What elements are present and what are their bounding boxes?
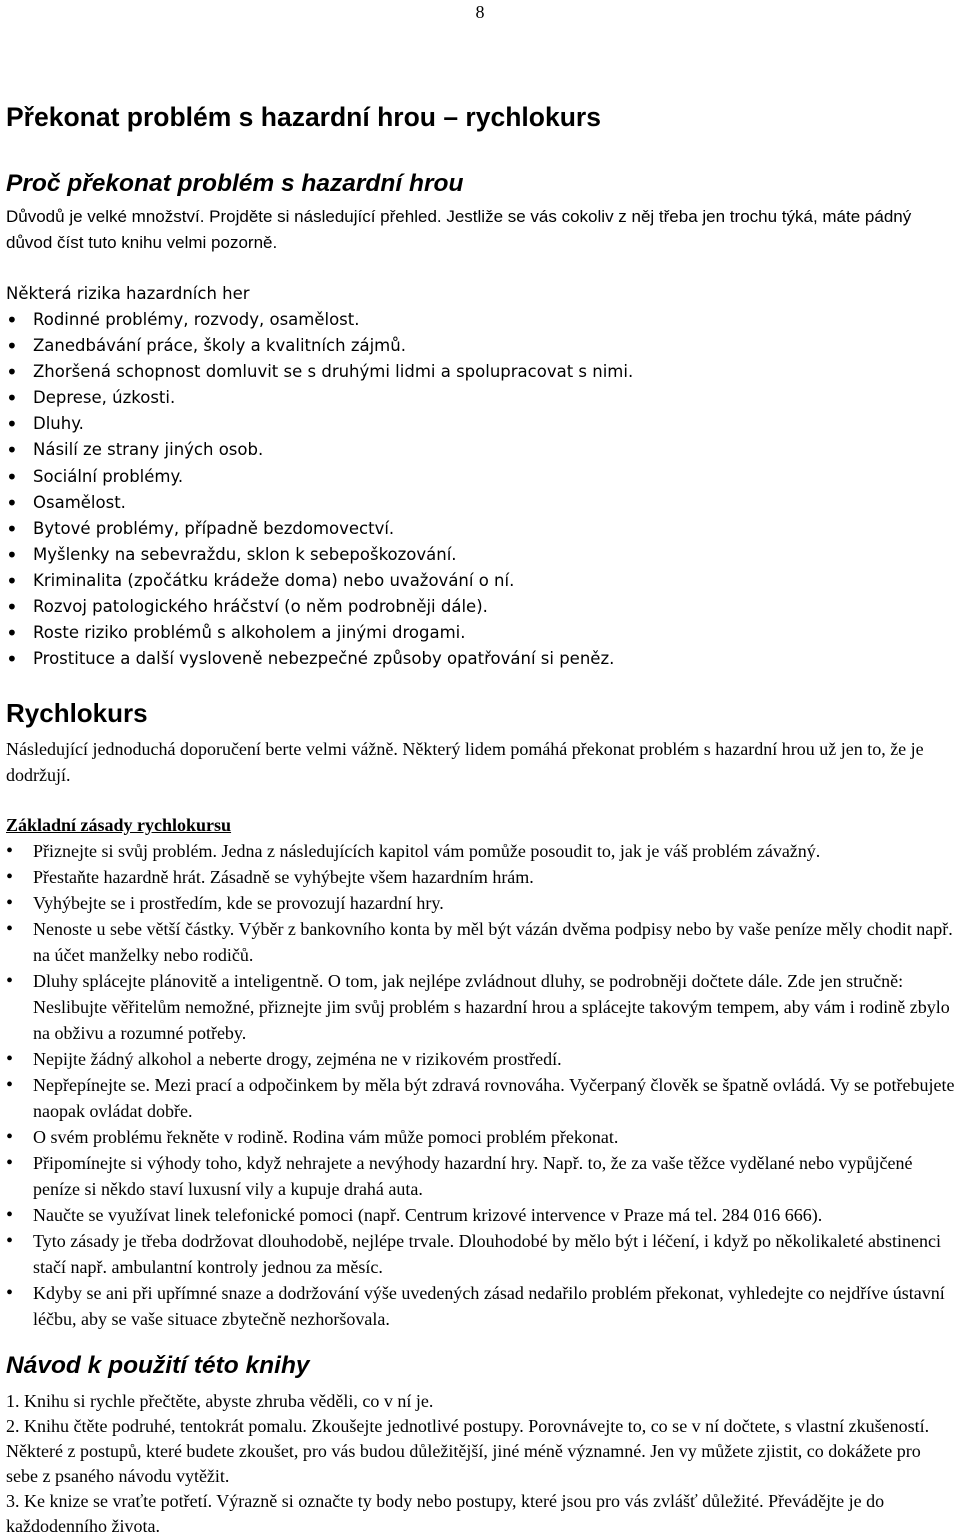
list-item: • Dluhy. [6, 411, 956, 437]
usage-step: 2. Knihu čtěte podruhé, tentokrát pomalu. Zkoušejte jednotlivé postupy. Porovnávejte to, co se v ní dočtete, s vlastní zkušeností. Některé z postupů, které budete zkoušet, pro vás budou důležitější, jiné méně významné. Jen vy můžete zjistit, co dokážete pro sebe z psaného návodu vytěžit. [6, 1416, 930, 1486]
usage-step: 3. Ke knize se vraťte potřetí. Výrazně si označte ty body nebo postupy, které jsou pro vás zvlášť důležité. Převádějte je do každodenního života. [6, 1491, 885, 1536]
list-item: • Nepřepínejte se. Mezi prací a odpočinkem by měla být zdravá rovnováha. Vyčerpaný člověk se špatně ovládá. Vy se potřebujete naopak ovládat dobře. [6, 1072, 956, 1124]
risks-heading: Některá rizika hazardních her [6, 284, 250, 303]
list-item: • Bytové problémy, případně bezdomovectví. [6, 516, 956, 542]
section-heading-why: Proč překonat problém s hazardní hrou [6, 170, 464, 197]
rules-list [6, 838, 956, 1332]
list-item: • O svém problému řekněte v rodině. Rodina vám může pomoci problém překonat. [6, 1124, 956, 1150]
page-title: Překonat problém s hazardní hrou – rychlokurs [6, 102, 601, 132]
list-item: • Roste riziko problémů s alkoholem a jinými drogami. [6, 620, 956, 646]
page-number: 8 [475, 2, 485, 22]
list-item: • Kdyby se ani při upřímné snaze a dodržování výše uvedených zásad nedařilo problém překonat, vyhledejte co nejdříve ústavní léčbu, aby se vaše situace zbytečně nezhoršovala. [6, 1280, 956, 1332]
list-item: • Rodinné problémy, rozvody, osamělost. [6, 307, 956, 333]
rules-heading: Základní zásady rychlokursu [6, 815, 232, 835]
list-item: • Násilí ze strany jiných osob. [6, 437, 956, 463]
list-item: • Sociální problémy. [6, 464, 956, 490]
intro-paragraph: Důvodů je velké množství. Projděte si následující přehled. Jestliže se vás cokoliv z něj třeba jen trochu týká, máte pádný důvod číst tuto knihu velmi pozorně. [6, 207, 912, 252]
risks-list [6, 307, 956, 672]
list-item: • Kriminalita (zpočátku krádeže doma) nebo uvažování o ní. [6, 568, 956, 594]
list-item: • Vyhýbejte se i prostředím, kde se provozují hazardní hry. [6, 890, 956, 916]
list-item: • Zhoršená schopnost domluvit se s druhými lidmi a spolupracovat s nimi. [6, 359, 956, 385]
list-item: • Osamělost. [6, 490, 956, 516]
usage-step: 1. Knihu si rychle přečtěte, abyste zhruba věděli, co v ní je. [6, 1391, 434, 1411]
rychlokurs-intro: Následující jednoduchá doporučení berte velmi vážně. Některý lidem pomáhá překonat problém s hazardní hrou už jen to, že je dodržují. [6, 739, 924, 785]
section-heading-navod: Návod k použití této knihy [6, 1352, 310, 1379]
section-heading-rychlokurs: Rychlokurs [6, 698, 148, 728]
list-item: • Přestaňte hazardně hrát. Zásadně se vyhýbejte všem hazardním hrám. [6, 864, 956, 890]
list-item: • Přiznejte si svůj problém. Jedna z následujících kapitol vám pomůže posoudit to, jak je váš problém závažný. [6, 838, 956, 864]
list-item: • Zanedbávání práce, školy a kvalitních zájmů. [6, 333, 956, 359]
list-item: • Nenoste u sebe větší částky. Výběr z bankovního konta by měl být vázán dvěma podpisy nebo by vaše peníze měly chodit např. na účet manželky nebo rodičů. [6, 916, 956, 968]
list-item: • Myšlenky na sebevraždu, sklon k sebepoškozování. [6, 542, 956, 568]
list-item: • Rozvoj patologického hráčství (o něm podrobněji dále). [6, 594, 956, 620]
list-item: • Dluhy splácejte plánovitě a inteligentně. O tom, jak nejlépe zvládnout dluhy, se podrobněji dočtete dále. Zde jen stručně: Neslibujte věřitelům nemožné, přiznejte jim svůj problém s hazardní hrou a splácejte takovým tempem, aby vám i rodině zbylo na obživu a rozumné potřeby. [6, 968, 956, 1046]
list-item: • Naučte se využívat linek telefonické pomoci (např. Centrum krizové intervence v Praze má tel. 284 016 666). [6, 1202, 956, 1228]
list-item: • Tyto zásady je třeba dodržovat dlouhodobě, nejlépe trvale. Dlouhodobé by mělo být i léčení, i když po několikaleté abstinenci stačí např. ambulantní kontroly jednou za měsíc. [6, 1228, 956, 1280]
list-item: • Nepijte žádný alkohol a neberte drogy, zejména ne v rizikovém prostředí. [6, 1046, 956, 1072]
list-item: • Prostituce a další vysloveně nebezpečné způsoby opatřování si peněz. [6, 646, 956, 672]
list-item: • Připomínejte si výhody toho, když nehrajete a nevýhody hazardní hry. Např. to, že za vaše těžce vydělané nebo vypůjčené peníze si někdo staví luxusní vily a kupuje drahá auta. [6, 1150, 956, 1202]
list-item: • Deprese, úzkosti. [6, 385, 956, 411]
usage-steps [6, 1389, 956, 1539]
